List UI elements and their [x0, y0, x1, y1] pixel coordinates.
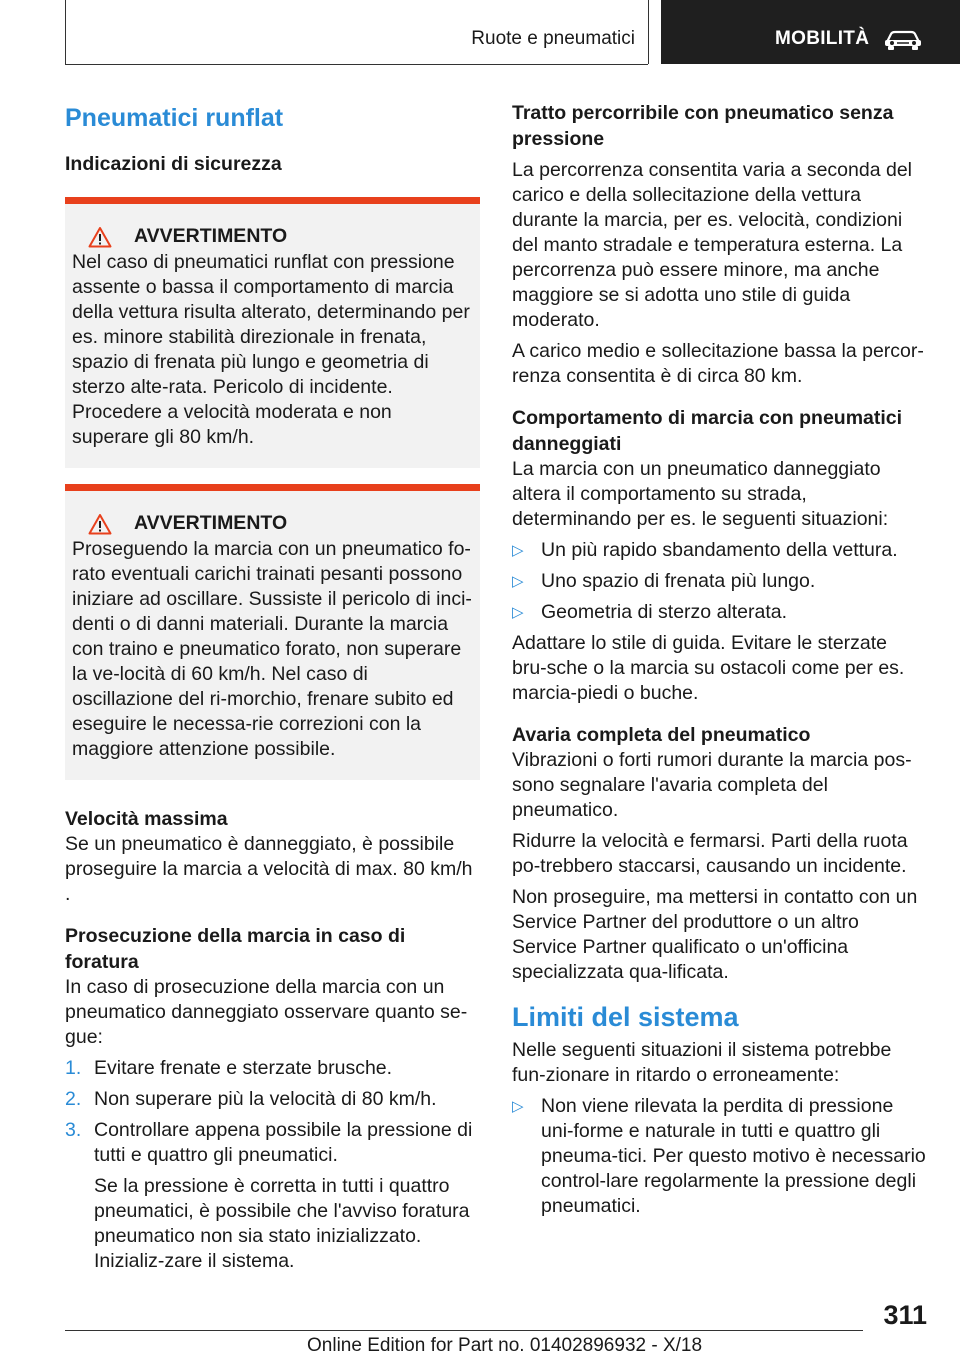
- damaged-list: [512, 538, 927, 625]
- list-item: [512, 569, 927, 594]
- page-number: 311: [883, 1300, 927, 1330]
- failure-text-2: Ridurre la velocità e fermarsi. Parti della ruota po-trebbero staccarsi, causando un incidente.: [512, 830, 908, 877]
- limits-text: Nelle seguenti situazioni il sistema potrebbe fun-zionare in ritardo o erroneamente:: [512, 1039, 892, 1087]
- failure-section: [512, 722, 927, 985]
- limits-title: Limiti del sistema: [512, 1002, 739, 1032]
- list-item: [65, 1056, 480, 1081]
- warning-triangle-icon: [88, 513, 112, 535]
- warning-title-1: AVVERTIMENTO: [134, 225, 288, 247]
- list-item: [65, 1118, 480, 1274]
- step-number: 2.: [65, 1088, 82, 1110]
- warning-text-2: Proseguendo la marcia con un pneumatico fo-rato eventuali carichi trainati pesanti possono iniziare ad oscillare. Sussiste il pericolo di inci-denti o di danni materiali. Durante la marcia con traino e pneumatico forato, non superare la ve-locità di 60 km/h. Nel caso di oscillazione del ri-morchio, frenare subito ed eseguire le necessa-rie correzioni con la maggiore attenzione possibile.: [72, 538, 472, 760]
- warning-text-1: Nel caso di pneumatici runflat con pressione assente o bassa il comportamento di marcia della vettura risulta alterato, determinando per es. minore stabilità direzionale in frenata, spazio di frenata più lungo e geometria di sterzo alte-rata. Pericolo di incidente. Procedere a velocità moderata e non superare gli 80 km/h.: [72, 251, 470, 448]
- list-item: [512, 600, 927, 625]
- warning-box-1: [65, 197, 480, 468]
- triangle-bullet-icon: ▷: [512, 542, 524, 559]
- list-item-text: Uno spazio di frenata più lungo.: [541, 570, 816, 592]
- page-title: Pneumatici runflat: [65, 104, 284, 132]
- damaged-text: La marcia con un pneumatico danneggiato altera il comportamento su strada, determinando per es. le seguenti situazioni:: [512, 458, 889, 530]
- triangle-bullet-icon: ▷: [512, 1098, 524, 1116]
- list-item-text: Non viene rilevata la perdita di pressione uni-forme e naturale in tutti e quattro gli pneuma-tici. Per questo motivo è necessario control-lare regolarmente la pressione degli pneumatici.: [541, 1095, 926, 1218]
- damaged-heading: Comportamento di marcia con pneumatici danneggiati: [512, 407, 903, 455]
- puncture-section: [65, 923, 480, 1274]
- step-text: Non superare più la velocità di 80 km/h.: [94, 1088, 437, 1110]
- range-text-2: A carico medio e sollecitazione bassa la percor-renza consentita è di circa 80 km.: [512, 340, 924, 387]
- list-item: [512, 538, 927, 563]
- footer-rule: [65, 1330, 863, 1331]
- warning-triangle-icon: [88, 226, 112, 248]
- range-section: [512, 100, 927, 389]
- warning-title-2: AVVERTIMENTO: [134, 512, 288, 534]
- failure-text-1: Vibrazioni o forti rumori durante la marcia pos-sono segnalare l'avaria completa del pneumatico.: [512, 749, 912, 821]
- step-text: Controllare appena possibile la pressione di tutti e quattro gli pneumatici.: [94, 1119, 473, 1166]
- header-chapter-label: MOBILITÀ: [775, 28, 870, 49]
- list-item: [512, 1094, 927, 1219]
- max-speed-heading: Velocità massima: [65, 808, 228, 830]
- range-text-1: La percorrenza consentita varia a seconda del carico e della sollecitazione della vettura durante la marcia, per es. velocità, condizioni del manto stradale e temperatura esterna. La percorrenza può essere minore, ma anche maggiore se si adotta uno stile di guida moderato.: [512, 159, 912, 331]
- step-number: 3.: [65, 1119, 82, 1141]
- list-item: [65, 1087, 480, 1112]
- damaged-after-text: Adattare lo stile di guida. Evitare le sterzate bru-sche o la marcia su ostacoli come per es. marcia-piedi o buche.: [512, 632, 905, 704]
- failure-text-3: Non proseguire, ma mettersi in contatto con un Service Partner del produttore o un altro Service Partner qualificato o un'officina specializzata qua-lificata.: [512, 886, 918, 983]
- header-section-title: Ruote e pneumatici: [471, 28, 635, 49]
- list-item-text: Geometria di sterzo alterata.: [541, 601, 788, 623]
- right-column: [512, 100, 927, 1225]
- max-speed-text: Se un pneumatico è danneggiato, è possibile proseguire la marcia a velocità di max. 80 km/h .: [65, 833, 473, 905]
- step-number: 1.: [65, 1057, 82, 1079]
- header-left-rule: [65, 0, 66, 64]
- step-note: Se la pressione è corretta in tutti i quattro pneumatici, è possibile che l'avviso foratura pneumatico non sia stato inizializzato. Inizializ-zare il sistema.: [94, 1175, 470, 1272]
- triangle-bullet-icon: ▷: [512, 573, 524, 590]
- warning-box-2: [65, 484, 480, 780]
- puncture-heading: Prosecuzione della marcia in caso di foratura: [65, 925, 406, 973]
- puncture-text: In caso di prosecuzione della marcia con un pneumatico danneggiato osservare quanto se-gue:: [65, 976, 468, 1048]
- safety-heading: Indicazioni di sicurezza: [65, 153, 282, 175]
- header-bottom-rule: [65, 64, 648, 65]
- footer-edition: Online Edition for Part no. 01402896932 - X/18: [307, 1335, 703, 1356]
- header-divider: [648, 0, 649, 64]
- max-speed-section: [65, 806, 480, 907]
- puncture-steps: [65, 1056, 480, 1274]
- header-chapter-tab: [661, 0, 960, 64]
- car-icon: [883, 28, 923, 50]
- range-heading: Tratto percorribile con pneumatico senza pressione: [512, 102, 894, 150]
- list-item-text: Un più rapido sbandamento della vettura.: [541, 539, 898, 561]
- step-text: Evitare frenate e sterzate brusche.: [94, 1057, 393, 1079]
- damaged-section: [512, 405, 927, 706]
- triangle-bullet-icon: ▷: [512, 604, 524, 621]
- limits-list: [512, 1094, 927, 1219]
- left-column: [65, 100, 480, 1280]
- failure-heading: Avaria completa del pneumatico: [512, 724, 811, 746]
